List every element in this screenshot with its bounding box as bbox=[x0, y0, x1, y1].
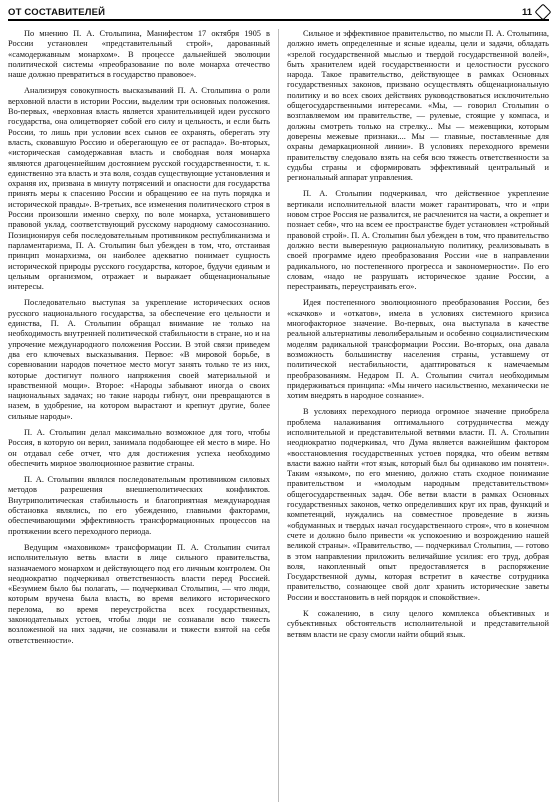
paragraph: Сильное и эффективное правительство, по мысли П. А. Столыпина, должно иметь определенные и ясные идеалы, цели и задачи, обладать «зрелой государственной мыслью и твердой государственной волей», быть хранителем идей государственности и целостности русского народа. Такое правительство, действующее в рамках Основных государственных законов, призвано осуществлять общенациональную политику и во всех своих действиях руководствоваться исключительно общегосударственными интересами. «Мы, — говорил Столыпин о возглавляемом им правительстве, — рулевые, стоящие у компаса, и должны смотреть только на стрелку... Мы — межевщики, которым доверены межевые признаки.... Мы — главные, поставленные для охраны демаркационной линии». В условиях переходного времени правительству следовало взять на себя всю тяжесть ответственности за судьбы страны и сформировать эффективный центральный и региональный аппарат управления. bbox=[286, 29, 549, 183]
left-column bbox=[8, 29, 270, 802]
page-number: 11 bbox=[521, 6, 532, 18]
paragraph: В условиях переходного периода огромное значение приобрела проблема налаживания оптимального сотрудничества между исполнительной и представительной ветвями власти. П. А. Столыпин неоднократно подчеркивал, что Дума является важнейшим фактором «восстановления государственных устоев порядка, что обеим ветвям власти важно найти «тот язык, который был бы одинаково им понятен». Таким «языком», по его мнению, должно стать сходное понимание правительством и «молодым народным представительством» общегосударственных задач. Обе ветви власти в рамках Основных государственных законов, четко определивших круг их прав, функций и компетенций, нуждались на совместное проведение в жизнь «обдуманных и твердых начал государственного строя», что в конечном счете и должно было привести «к успокоению и возрождению нашей великой страны». «Правительство, — подчеркивал Столыпин, — готово в этом направлении приложить величайшие усилия: его труд, добрая воля, накопленный опыт предоставляется в распоряжение Государственной думы, которая встретит в качестве сотрудника правительство, сознающее свой долг хранить исторические заветы России и восстановить в ней порядок и спокойствие». bbox=[286, 407, 549, 602]
paragraph: Анализируя совокупность высказываний П. А. Столыпина о роли верховной власти в истории России, выделим три основных положения. Во-первых, «верховная власть является хранительницей идеи русского государства, она олицетворяет собой его силу и цельность, и если быть России, то лишь при условии всех сынов ее охранять, оберегать эту власть, сковавшую Россию и оберегающую ее от распада». Во-вторых, «историческая самодержавная власть и свободная воля монарха являются драгоценнейшим достоянием русской государственности, т. к. единственно эта власть и эта воля, создав существующие установления и охраняя их, призвана в минуту потрясений и опасности для государства принять меры к спасению России и обращению ее на путь порядка и исторической правды». В-третьих, все изменения политического строя в России произошли именно сверху, по воле монарха, установившего правовой уклад, соответствующий русскому народному самосознанию. Позиционируя себя последовательным противником республиканизма и парламентаризма, П. А. Столыпин был убежден в том, что, отстаивая принцип монархизма, он наиболее адекватно понимает сущность исторической природы русского государства, которое, будучи единым и цельным организмом, отражает и выражает общенациональные интересы. bbox=[8, 86, 270, 292]
section-title: ОТ СОСТАВИТЕЛЕЙ bbox=[8, 7, 106, 18]
paragraph: Последовательно выступая за укрепление исторических основ русского национального государства, за обеспечение его цельности и единства, П. А. Столыпин обращал внимание не только на необходимость внутренней политической стабильности в стране, но и на упрочение международного положения России. В этой связи приведем два его ключевых высказывания. Первое: «В мировой борьбе, в соревновании народов почетное место могут занять только те из них, которые достигнут полного напряжения своей материальной и нравственной мощи». Второе: «Народы забывают иногда о своих национальных задачах; но такие народы гибнут, они превращаются в назем, в удобрение, на котором вырастают и крепнут другие, более сильные народы». bbox=[8, 298, 270, 421]
paragraph: П. А. Столыпин являлся последовательным противником силовых методов разрешения внешнеполитических конфликтов. Внутриполитическая стабильность и благоприятная международная обстановка являлись, по его убеждению, главными факторами, обеспечивающими эффективность трансформационных процессов на протяжении всего переходного периода. bbox=[8, 475, 270, 536]
paragraph: К сожалению, в силу целого комплекса объективных и субъективных обстоятельств исполнительной и представительной ветвям власти не сразу смогли найти общий язык. bbox=[286, 609, 549, 639]
ornament-icon bbox=[535, 4, 552, 21]
article-body bbox=[8, 29, 549, 802]
right-column bbox=[287, 29, 549, 802]
paragraph: Идея постепенного эволюционного преобразования России, без «скачков» и «откатов», имела в условиях системного кризиса многофакторное значение. Во-первых, она выступала в качестве реальной альтернативы леволиберальным и особенно социалистическим моделям радикальной трансформации России. Во-вторых, она давала возможность большинству населения страны, уставшему от политической нестабильности, адаптироваться к намечаемым преобразованиям. Недаром П. А. Столыпин считал необходимым придерживаться принципа: «Мы ничего насильственно, механически не хотим внедрять в народное сознание». bbox=[286, 298, 549, 401]
page-number-block bbox=[522, 6, 549, 18]
paragraph: По мнению П. А. Столыпина, Манифестом 17 октября 1905 в России установлен «представительный строй», дарованный «самодержавным монархом». В процессе дальнейшей эволюции политической системы «преобразование по воле монарха отечество наше должно превратиться в государство правовое». bbox=[8, 29, 270, 80]
paragraph: Ведущим «маховиком» трансформации П. А. Столыпин считал исполнительную ветвь власти в лице сильного правительства, назначаемого монархом и действующего под его личным контролем. Он неоднократно подчеркивал ответственность власти перед Россией. «Безумием было бы полагать, — подчеркивал Столыпин, — что люди, которым вручена была власть, во время великого исторического перелома, во время переустройства всех государственных, законодательных устоев, чтобы люди не сознавали всю тяжесть возложенной на них задачи, не сознавали и тяжести взятой на себя ответственности». bbox=[8, 542, 270, 645]
column-divider bbox=[278, 29, 279, 802]
paragraph: П. А. Столыпин подчеркивал, что действенное укрепление вертикали исполнительной власти может гарантировать, что и «при новом строе Россия не развалится, не расчленится на части, а окрепнет и познает себя», что на всем ее пространстве будет установлен «стройный правовой строй». П. А. Столыпин был убежден в том, что правительство должно вести выверенную рациональную политику, реализовывать в своей программе идею преобразования России «не в направлении радикального, но постепенного прогресса и закономерности». По его словам, «надо не разрушать историческое здание России, а перестраивать, переустраивать его». bbox=[286, 189, 549, 292]
paragraph: П. А. Столыпин делал максимально возможное для того, чтобы Россия, в которую он верил, занимала подобающее ей место в мире. Но он отдавал себе отчет, что для достижения успеха необходимо обеспечить мирное эволюционное развитие страны. bbox=[8, 427, 270, 468]
page-header bbox=[8, 4, 549, 21]
